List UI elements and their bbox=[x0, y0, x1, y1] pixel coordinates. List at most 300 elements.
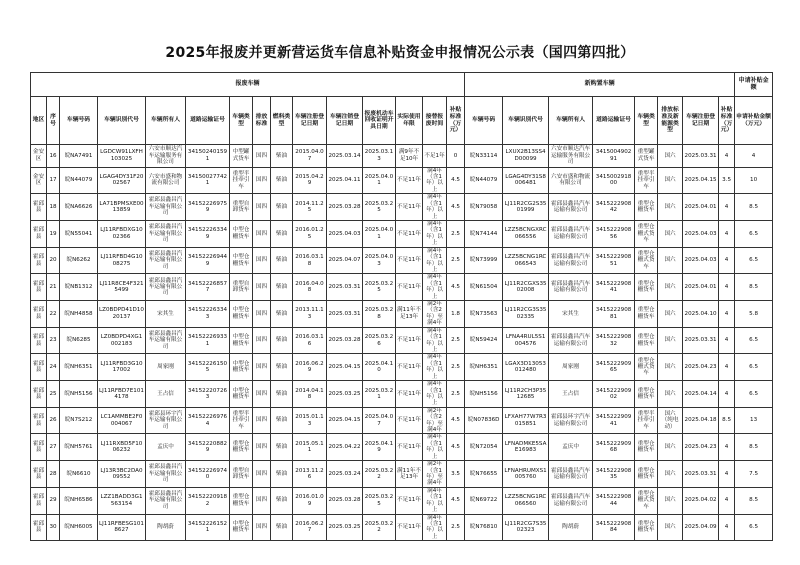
table-cell: 341522207263 bbox=[186, 381, 230, 408]
table-cell: 2025.04.01 bbox=[363, 220, 396, 247]
table-cell: 皖NA7491 bbox=[60, 145, 98, 168]
column-header-row bbox=[31, 97, 773, 145]
table-row bbox=[31, 327, 773, 354]
table-cell: LFNAHRUMXS1005760 bbox=[503, 461, 549, 488]
table-cell: 皖NH6586 bbox=[60, 487, 98, 514]
table-cell: 中型罐式货车 bbox=[230, 145, 253, 168]
table-row bbox=[31, 407, 773, 434]
table-cell: 4 bbox=[719, 381, 735, 408]
table-cell: 皖N72054 bbox=[465, 434, 503, 461]
table-cell: 2025.04.18 bbox=[683, 407, 719, 434]
table-cell: 国四 bbox=[253, 354, 271, 381]
table-cell: 341522263343 bbox=[186, 301, 230, 328]
table-cell: 4 bbox=[719, 194, 735, 221]
table-cell: 不足11年 bbox=[396, 354, 423, 381]
column-header: 车辆号码 bbox=[60, 97, 98, 145]
table-body bbox=[31, 145, 773, 541]
table-cell: 霍邱县鑫昌汽车运输有限公司 bbox=[146, 327, 186, 354]
table-cell: LZZ1BADD3G1563154 bbox=[98, 487, 146, 514]
table-cell: 宋其生 bbox=[146, 301, 186, 328]
table-cell: 重型自卸货车 bbox=[230, 274, 253, 301]
table-cell: 2025.03.22 bbox=[363, 514, 396, 541]
table-cell: 国四 bbox=[253, 487, 271, 514]
table-cell: 不足1年 bbox=[423, 145, 447, 168]
table-cell: 4.5 bbox=[447, 487, 465, 514]
table-cell: 2015.01.13 bbox=[293, 407, 327, 434]
table-cell: 皖N44079 bbox=[465, 167, 503, 194]
table-cell: 4 bbox=[719, 220, 735, 247]
table-cell: 2.5 bbox=[447, 327, 465, 354]
table-cell: 重型仓栅货车 bbox=[230, 487, 253, 514]
table-cell: 六安市盛和物流有限公司 bbox=[146, 167, 186, 194]
table-cell: 341522290842 bbox=[593, 194, 635, 221]
table-cell: 2015.05.11 bbox=[293, 434, 327, 461]
table-cell: 2025.04.15 bbox=[683, 167, 719, 194]
table-cell: 周家刚 bbox=[549, 354, 593, 381]
table-cell: 中型仓栅货车 bbox=[230, 354, 253, 381]
table-cell: 霍邱县环宇汽车运输有限公司 bbox=[549, 407, 593, 434]
table-cell: 重型罐式货车 bbox=[635, 145, 658, 168]
table-cell: 霍邱县 bbox=[31, 514, 47, 541]
table-cell: 30 bbox=[47, 514, 60, 541]
column-header: 排放标准 bbox=[253, 97, 271, 145]
table-cell: LGAX3D13053012480 bbox=[503, 354, 549, 381]
table-cell: 4 bbox=[719, 145, 735, 168]
table-cell: 柴油 bbox=[271, 301, 293, 328]
table-cell: 2025.03.31 bbox=[683, 461, 719, 488]
table-cell: LJ11RFBD3G1017002 bbox=[98, 354, 146, 381]
table-cell: 2016.01.25 bbox=[293, 220, 327, 247]
table-cell: 皖NH6351 bbox=[60, 354, 98, 381]
table-cell: LJ11RXBD5F1006232 bbox=[98, 434, 146, 461]
table-cell: 国六 bbox=[658, 461, 683, 488]
table-cell: 341522290965 bbox=[593, 354, 635, 381]
table-cell: 2025.04.10 bbox=[683, 301, 719, 328]
table-cell: 341522269759 bbox=[186, 194, 230, 221]
table-cell: 皖NA6626 bbox=[60, 194, 98, 221]
table-cell: 341522261521 bbox=[186, 514, 230, 541]
table-cell: 孟庆中 bbox=[146, 434, 186, 461]
table-row bbox=[31, 220, 773, 247]
table-cell: 满11年不足13年 bbox=[396, 461, 423, 488]
table-cell: 4 bbox=[719, 301, 735, 328]
table-cell: 341522269449 bbox=[186, 247, 230, 274]
table-cell: 5.8 bbox=[735, 301, 773, 328]
table-cell: 王占信 bbox=[146, 381, 186, 408]
table-cell: LGAG4DY31S8006481 bbox=[503, 167, 549, 194]
table-cell: 不足11年 bbox=[396, 327, 423, 354]
table-cell: 满4年（含1年）以上 bbox=[423, 247, 447, 274]
table-cell: 不足11年 bbox=[396, 220, 423, 247]
table-cell: 341522269764 bbox=[186, 407, 230, 434]
table-cell: 国四 bbox=[253, 327, 271, 354]
table-cell: 皖NH5156 bbox=[465, 381, 503, 408]
table-cell: 4 bbox=[719, 487, 735, 514]
table-cell: 柴油 bbox=[271, 354, 293, 381]
column-header: 地区 bbox=[31, 97, 47, 145]
table-cell: 满4年（含1年）以上 bbox=[423, 274, 447, 301]
table-cell: LZ0BDPD41D1020137 bbox=[98, 301, 146, 328]
table-cell: 六安市顺达汽车运输服务有限公司 bbox=[146, 145, 186, 168]
table-cell: 皖N7S212 bbox=[60, 407, 98, 434]
table-cell: 不足11年 bbox=[396, 407, 423, 434]
table-cell: 不足11年 bbox=[396, 487, 423, 514]
table-cell: 柴油 bbox=[271, 487, 293, 514]
table-cell: 2014.04.18 bbox=[293, 381, 327, 408]
table-cell: 2014.11.25 bbox=[293, 194, 327, 221]
table-cell: LZZ5BCNGXRC066556 bbox=[503, 220, 549, 247]
table-cell: LJ11R8CE4F3215499 bbox=[98, 274, 146, 301]
table-cell: 341522290881 bbox=[593, 301, 635, 328]
table-cell: 2025.04.03 bbox=[363, 247, 396, 274]
column-header: 实际使用年限 bbox=[396, 97, 423, 145]
table-cell: 2025.03.31 bbox=[327, 301, 363, 328]
table-cell: 重型自卸货车 bbox=[230, 461, 253, 488]
table-cell: 2025.03.28 bbox=[327, 327, 363, 354]
table-cell: 国六（纯电动） bbox=[658, 407, 683, 434]
table-cell: 重型半挂牵引车 bbox=[230, 407, 253, 434]
table-cell: 4 bbox=[735, 145, 773, 168]
table-cell: 2025.03.25 bbox=[327, 381, 363, 408]
table-cell: 2025.04.03 bbox=[683, 247, 719, 274]
table-cell: 不足11年 bbox=[396, 381, 423, 408]
table-cell: 22 bbox=[47, 301, 60, 328]
table-cell: 21 bbox=[47, 274, 60, 301]
table-cell: 2.5 bbox=[447, 247, 465, 274]
table-cell: 霍邱县鑫昌汽车运输有限公司 bbox=[146, 487, 186, 514]
table-cell: 霍邱县 bbox=[31, 327, 47, 354]
table-cell: 国四 bbox=[253, 301, 271, 328]
table-cell: 2025.03.13 bbox=[363, 145, 396, 168]
table-cell: 2025.04.23 bbox=[683, 434, 719, 461]
table-cell: 皖NB1312 bbox=[60, 274, 98, 301]
table-row bbox=[31, 145, 773, 168]
table-cell: 4 bbox=[719, 434, 735, 461]
table-cell: 国四 bbox=[253, 247, 271, 274]
table-cell: LJ11RFBESG1018627 bbox=[98, 514, 146, 541]
table-cell: 宋其生 bbox=[549, 301, 593, 328]
column-header: 车辆所有人 bbox=[146, 97, 186, 145]
table-cell: 满4年（含1年）以上 bbox=[423, 327, 447, 354]
table-cell: 国六 bbox=[658, 381, 683, 408]
table-cell: 国四 bbox=[253, 461, 271, 488]
table-cell: 霍邱县鑫昌汽车运输有限公司 bbox=[146, 194, 186, 221]
table-cell: 23 bbox=[47, 327, 60, 354]
table-cell: 皖N61504 bbox=[465, 274, 503, 301]
table-cell: 柴油 bbox=[271, 167, 293, 194]
table-cell: 皖N6610 bbox=[60, 461, 98, 488]
table-cell: 皖N73999 bbox=[465, 247, 503, 274]
table-cell: 柴油 bbox=[271, 145, 293, 168]
table-cell: 国四 bbox=[253, 220, 271, 247]
table-cell: 霍邱县 bbox=[31, 274, 47, 301]
table-cell: 满4年（含1年）以上 bbox=[423, 381, 447, 408]
table-row bbox=[31, 354, 773, 381]
table-cell: 2025.03.31 bbox=[683, 145, 719, 168]
table-cell: 17 bbox=[47, 167, 60, 194]
column-header: 报废机动车回收证明开具日期 bbox=[363, 97, 396, 145]
table-cell: 重型仓栅货车 bbox=[635, 194, 658, 221]
table-cell: 341522290841 bbox=[593, 274, 635, 301]
table-cell: 重型仓栅货车 bbox=[635, 301, 658, 328]
table-cell: 2016.06.27 bbox=[293, 514, 327, 541]
table-cell: 皖NH5156 bbox=[60, 381, 98, 408]
table-cell: 皖N33114 bbox=[465, 145, 503, 168]
table-cell: LFNADMKE5SAE16983 bbox=[503, 434, 549, 461]
table-cell: 6.5 bbox=[735, 327, 773, 354]
table-cell: 341522290844 bbox=[593, 487, 635, 514]
group-subsidy: 申请补贴金额 bbox=[735, 73, 773, 97]
table-cell: 341522290832 bbox=[593, 327, 635, 354]
table-cell: 国六 bbox=[658, 194, 683, 221]
table-cell: 重型仓栅货车 bbox=[635, 461, 658, 488]
table-cell: 2013.11.13 bbox=[293, 301, 327, 328]
table-cell: 2025.04.07 bbox=[327, 247, 363, 274]
table-cell: 柴油 bbox=[271, 514, 293, 541]
column-header: 车辆注册登记日期 bbox=[683, 97, 719, 145]
table-cell: 不足11年 bbox=[396, 167, 423, 194]
table-cell: 中型仓栅货车 bbox=[230, 381, 253, 408]
table-cell: 六安市盛和物流有限公司 bbox=[549, 167, 593, 194]
table-cell: LC1AMMBE2F0004067 bbox=[98, 407, 146, 434]
table-cell: 341522263349 bbox=[186, 220, 230, 247]
table-cell: 满9年不足10年 bbox=[396, 145, 423, 168]
table-cell: 16 bbox=[47, 145, 60, 168]
table-cell: 霍邱县鑫昌汽车运输有限公司 bbox=[146, 247, 186, 274]
table-cell: 霍邱县鑫昌汽车运输有限公司 bbox=[549, 327, 593, 354]
table-cell: 不足11年 bbox=[396, 514, 423, 541]
table-cell: 国六 bbox=[658, 145, 683, 168]
table-cell: 满4年（含1年）以上 bbox=[423, 194, 447, 221]
table-cell: 不足11年 bbox=[396, 434, 423, 461]
column-header: 序号 bbox=[47, 97, 60, 145]
table-cell: 2.5 bbox=[447, 514, 465, 541]
table-cell: 2025.04.15 bbox=[327, 354, 363, 381]
table-cell: 4.5 bbox=[447, 167, 465, 194]
column-header: 车辆注册登记日期 bbox=[293, 97, 327, 145]
table-cell: 国六 bbox=[658, 220, 683, 247]
table-cell: 2025.04.19 bbox=[363, 434, 396, 461]
table-cell: 341502401591 bbox=[186, 145, 230, 168]
table-cell: 341500291800 bbox=[593, 167, 635, 194]
table-cell: 霍邱县 bbox=[31, 381, 47, 408]
table-cell: 柴油 bbox=[271, 434, 293, 461]
table-cell: 2016.03.18 bbox=[293, 247, 327, 274]
table-cell: 2.5 bbox=[447, 354, 465, 381]
table-row bbox=[31, 461, 773, 488]
table-cell: 341500490291 bbox=[593, 145, 635, 168]
table-cell: 6.5 bbox=[735, 354, 773, 381]
table-cell: 341522290835 bbox=[593, 461, 635, 488]
table-cell: LJ11RFBDXG1002366 bbox=[98, 220, 146, 247]
table-cell: 0 bbox=[447, 145, 465, 168]
table-cell: LA71BPMSXE0013859 bbox=[98, 194, 146, 221]
table-cell: LFXAH77W7R3015851 bbox=[503, 407, 549, 434]
table-cell: 2025.04.01 bbox=[683, 194, 719, 221]
table-row bbox=[31, 274, 773, 301]
page-title: 2025年报废并更新营运货车信息补贴资金申报情况公示表（国四第四批） bbox=[165, 45, 635, 61]
table-cell: 2025.04.22 bbox=[327, 434, 363, 461]
table-cell: 霍邱县鑫昌汽车运输有限公司 bbox=[146, 220, 186, 247]
table-cell: 重型仓栅式货车 bbox=[635, 247, 658, 274]
table-cell: 霍邱县 bbox=[31, 247, 47, 274]
table-cell: 满2年（含2年）至满4年 bbox=[423, 301, 447, 328]
table-cell: 341522290968 bbox=[593, 434, 635, 461]
table-cell: 1.8 bbox=[447, 301, 465, 328]
column-header: 车辆类型 bbox=[635, 97, 658, 145]
table-cell: 341522269331 bbox=[186, 327, 230, 354]
table-cell: 满4年（含1年）以上 bbox=[423, 220, 447, 247]
table-cell: LZ0BDPD4XG1002183 bbox=[98, 327, 146, 354]
table-cell: 2025.03.25 bbox=[363, 487, 396, 514]
table-cell: 国六 bbox=[658, 327, 683, 354]
table-cell: 陶胡蔚 bbox=[146, 514, 186, 541]
group-header-row bbox=[31, 73, 773, 97]
column-header: 道路运输证号 bbox=[186, 97, 230, 145]
table-cell: 国四 bbox=[253, 434, 271, 461]
subsidy-table bbox=[30, 72, 773, 541]
table-cell: 2025.04.15 bbox=[327, 407, 363, 434]
table-cell: LJ11R2CG2S3501999 bbox=[503, 194, 549, 221]
table-cell: 4.5 bbox=[447, 434, 465, 461]
table-cell: 重型仓栅式货车 bbox=[635, 220, 658, 247]
table-cell: LJ11R2CH3P3512685 bbox=[503, 381, 549, 408]
table-cell: 霍邱县 bbox=[31, 301, 47, 328]
table-cell: 2025.03.24 bbox=[327, 461, 363, 488]
table-cell: 341522261505 bbox=[186, 354, 230, 381]
table-cell: 2015.04.29 bbox=[293, 167, 327, 194]
table-cell: 不足11年 bbox=[396, 274, 423, 301]
table-cell: 孟庆中 bbox=[549, 434, 593, 461]
table-cell: 2025.04.01 bbox=[363, 167, 396, 194]
table-cell: 重型仓栅货车 bbox=[635, 514, 658, 541]
table-cell: 2025.04.14 bbox=[683, 381, 719, 408]
table-cell: 皖N73563 bbox=[465, 301, 503, 328]
table-cell: 皖NH5761 bbox=[60, 434, 98, 461]
table-cell: 2025.03.26 bbox=[363, 327, 396, 354]
table-cell: 19 bbox=[47, 220, 60, 247]
table-cell: 2.5 bbox=[447, 220, 465, 247]
table-cell: 柴油 bbox=[271, 327, 293, 354]
table-cell: 2025.04.02 bbox=[683, 487, 719, 514]
table-cell: 2025.03.31 bbox=[683, 327, 719, 354]
table-cell: 4.5 bbox=[447, 194, 465, 221]
table-cell: 周家刚 bbox=[146, 354, 186, 381]
table-cell: 2025.03.28 bbox=[327, 487, 363, 514]
table-cell: 2025.04.03 bbox=[683, 220, 719, 247]
table-cell: 国四 bbox=[253, 514, 271, 541]
table-cell: 重型半挂牵引车 bbox=[635, 407, 658, 434]
column-header: 道路运输证号 bbox=[593, 97, 635, 145]
table-cell: 2025.03.25 bbox=[363, 194, 396, 221]
table-cell: 2013.11.26 bbox=[293, 461, 327, 488]
table-cell: 341522268577 bbox=[186, 274, 230, 301]
table-cell: 皖NH6351 bbox=[465, 354, 503, 381]
table-cell: 8.5 bbox=[719, 407, 735, 434]
group-scrap-vehicles: 报废车辆 bbox=[31, 73, 465, 97]
table-cell: 皖N6285 bbox=[60, 327, 98, 354]
table-cell: 满4年（含1年）以上 bbox=[423, 514, 447, 541]
table-cell: 4 bbox=[719, 327, 735, 354]
table-cell: 霍邱县鑫昌汽车运输有限公司 bbox=[549, 220, 593, 247]
column-header: 排放标准及新能源类型 bbox=[658, 97, 683, 145]
table-cell: 中型仓栅货车 bbox=[230, 514, 253, 541]
table-cell: LGDCW91LXFH103025 bbox=[98, 145, 146, 168]
table-cell: LJ11RFBD4G1008275 bbox=[98, 247, 146, 274]
table-cell: 重型半挂牵引车 bbox=[230, 167, 253, 194]
column-header: 补贴标准（万元） bbox=[447, 97, 465, 145]
table-cell: LZZ5BCNG1RC066543 bbox=[503, 247, 549, 274]
table-cell: 341522290941 bbox=[593, 407, 635, 434]
table-cell: 柴油 bbox=[271, 194, 293, 221]
table-cell: 霍邱县鑫昌汽车运输有限公司 bbox=[549, 461, 593, 488]
table-cell: 国六 bbox=[658, 167, 683, 194]
table-cell: 金安区 bbox=[31, 145, 47, 168]
table-cell: 重型仓栅式货车 bbox=[635, 487, 658, 514]
table-cell: 中型仓栅货车 bbox=[230, 327, 253, 354]
table-cell: 霍邱县 bbox=[31, 461, 47, 488]
table-cell: 4 bbox=[719, 247, 735, 274]
table-cell: 6.5 bbox=[735, 220, 773, 247]
table-cell: 2016.04.08 bbox=[293, 274, 327, 301]
table-cell: 341522290851 bbox=[593, 247, 635, 274]
table-cell: 341522209182 bbox=[186, 487, 230, 514]
table-cell: 皖N69722 bbox=[465, 487, 503, 514]
table-cell: 霍邱县鑫昌汽车运输有限公司 bbox=[146, 274, 186, 301]
table-cell: 国四 bbox=[253, 145, 271, 168]
table-cell: 13 bbox=[735, 407, 773, 434]
table-cell: 18 bbox=[47, 194, 60, 221]
table-cell: 中型仓栅货车 bbox=[230, 247, 253, 274]
table-cell: 不足11年 bbox=[396, 247, 423, 274]
table-cell: 341522208829 bbox=[186, 434, 230, 461]
table-cell: 陶胡蔚 bbox=[549, 514, 593, 541]
table-cell: 重型半挂牵引车 bbox=[635, 167, 658, 194]
table-cell: 2016.01.09 bbox=[293, 487, 327, 514]
table-cell: 皖NH4858 bbox=[60, 301, 98, 328]
column-header: 补贴标准（万元） bbox=[719, 97, 735, 145]
table-cell: LZZ5BCNG1RC066560 bbox=[503, 487, 549, 514]
column-header: 车辆识别代号 bbox=[503, 97, 549, 145]
table-cell: 2025.04.09 bbox=[683, 514, 719, 541]
table-cell: 柴油 bbox=[271, 247, 293, 274]
table-cell: 2025.04.01 bbox=[683, 274, 719, 301]
table-cell: 2025.03.28 bbox=[363, 301, 396, 328]
table-cell: 341522290902 bbox=[593, 381, 635, 408]
table-row bbox=[31, 301, 773, 328]
table-cell: 霍邱县 bbox=[31, 434, 47, 461]
table-cell: 4 bbox=[719, 514, 735, 541]
table-row bbox=[31, 194, 773, 221]
table-cell: 皖N07836D bbox=[465, 407, 503, 434]
table-cell: 2016.03.16 bbox=[293, 327, 327, 354]
table-cell: 皖N74144 bbox=[465, 220, 503, 247]
table-cell: 4.5 bbox=[447, 407, 465, 434]
table-cell: 国四 bbox=[253, 407, 271, 434]
column-header: 申请补贴金额（万元） bbox=[735, 97, 773, 145]
table-cell: 皖N59424 bbox=[465, 327, 503, 354]
table-cell: 4 bbox=[719, 461, 735, 488]
table-cell: 2025.03.31 bbox=[327, 274, 363, 301]
table-cell: 满2年（含2年）至满4年 bbox=[423, 407, 447, 434]
table-cell: 341522290856 bbox=[593, 220, 635, 247]
group-new-vehicles: 新购置车辆 bbox=[465, 73, 735, 97]
column-header: 车辆类型 bbox=[230, 97, 253, 145]
table-cell: 6.5 bbox=[735, 247, 773, 274]
table-cell: 国六 bbox=[658, 247, 683, 274]
table-cell: 国六 bbox=[658, 434, 683, 461]
table-cell: 中型仓栅货车 bbox=[230, 220, 253, 247]
